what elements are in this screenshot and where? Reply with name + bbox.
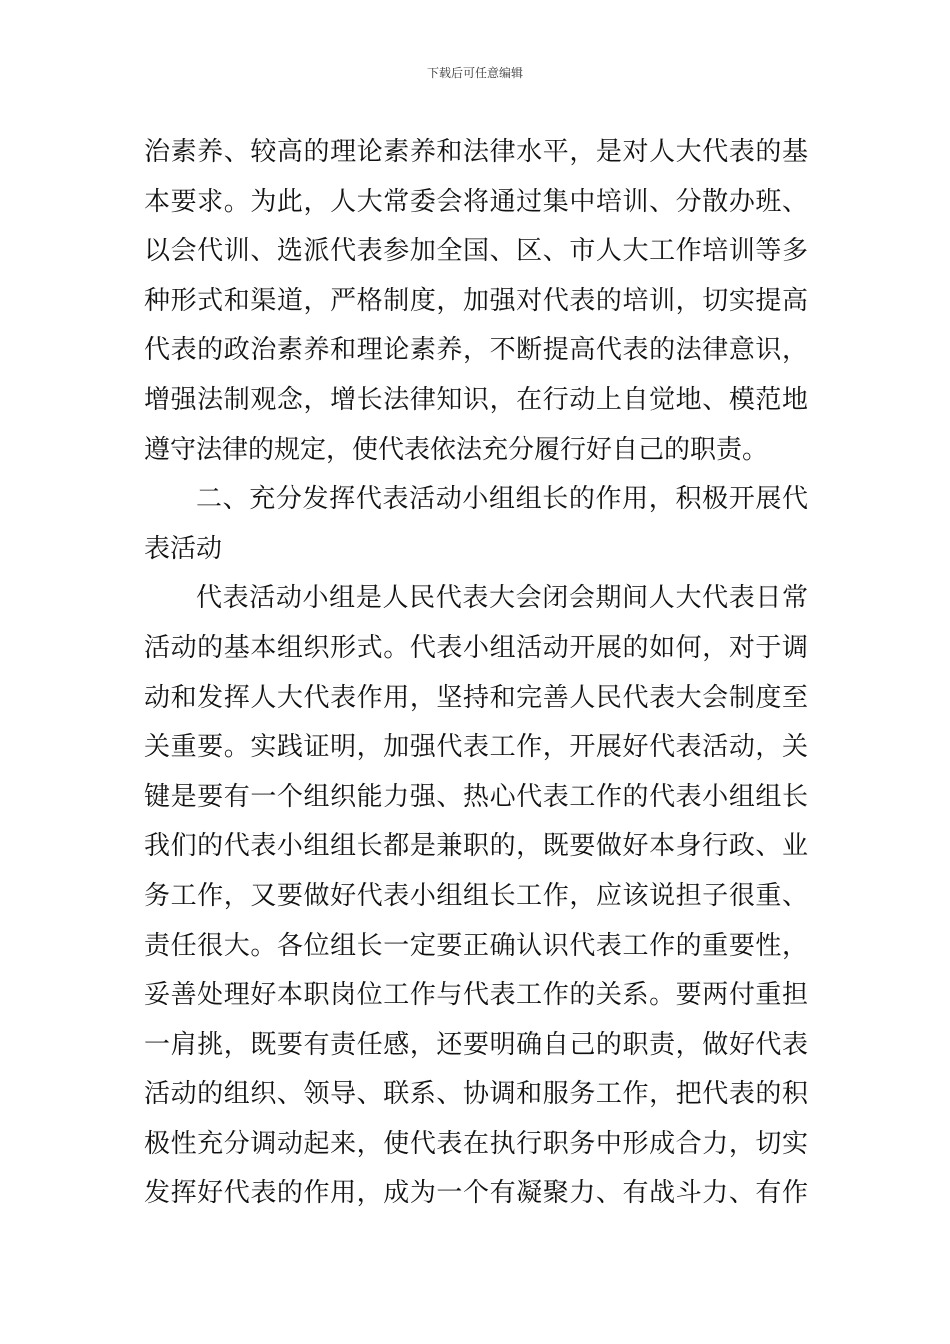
text-line: 活动的基本组织形式。代表小组活动开展的如何，对于调 — [144, 632, 808, 663]
page-header: 下载后可任意编辑 — [426, 66, 523, 80]
text-line: 责任很大。各位组长一定要正确认识代表工作的重要性， — [144, 930, 808, 961]
text-line: 务工作，又要做好代表小组组长工作，应该说担子很重、 — [144, 880, 808, 911]
text-line: 妥善处理好本职岗位工作与代表工作的关系。要两付重担 — [144, 980, 808, 1011]
text-line: 一肩挑，既要有责任感，还要明确自己的职责，做好代表 — [144, 1029, 808, 1060]
section-heading-line: 表活动 — [144, 533, 223, 564]
document-body — [144, 128, 808, 1219]
section-heading-line: 二、充分发挥代表活动小组组长的作用，积极开展代 — [196, 484, 808, 515]
text-line: 种形式和渠道，严格制度，加强对代表的培训，切实提高 — [144, 285, 808, 316]
text-line: 治素养、较高的理论素养和法律水平，是对人大代表的基 — [144, 137, 808, 167]
text-line: 增强法制观念，增长法律知识，在行动上自觉地、模范地 — [144, 384, 808, 415]
text-line: 发挥好代表的作用，成为一个有凝聚力、有战斗力、有作 — [144, 1178, 808, 1209]
text-line: 关重要。实践证明，加强代表工作，开展好代表活动，关 — [144, 732, 808, 763]
text-line: 动和发挥人大代表作用，坚持和完善人民代表大会制度至 — [144, 682, 808, 713]
text-line: 遵守法律的规定，使代表依法充分履行好自己的职责。 — [144, 434, 769, 465]
text-line: 活动的组织、领导、联系、协调和服务工作，把代表的积 — [144, 1079, 808, 1110]
text-line: 以会代训、选派代表参加全国、区、市人大工作培训等多 — [144, 236, 808, 267]
text-line: 代表活动小组是人民代表大会闭会期间人大代表日常 — [196, 583, 808, 614]
text-line: 我们的代表小组组长都是兼职的，既要做好本身行政、业 — [144, 831, 808, 862]
text-line: 极性充分调动起来，使代表在执行职务中形成合力，切实 — [144, 1128, 808, 1159]
text-line: 本要求。为此，人大常委会将通过集中培训、分散办班、 — [144, 186, 808, 217]
text-line: 代表的政治素养和理论素养，不断提高代表的法律意识， — [144, 335, 808, 366]
text-line: 键是要有一个组织能力强、热心代表工作的代表小组组长 — [144, 781, 808, 812]
